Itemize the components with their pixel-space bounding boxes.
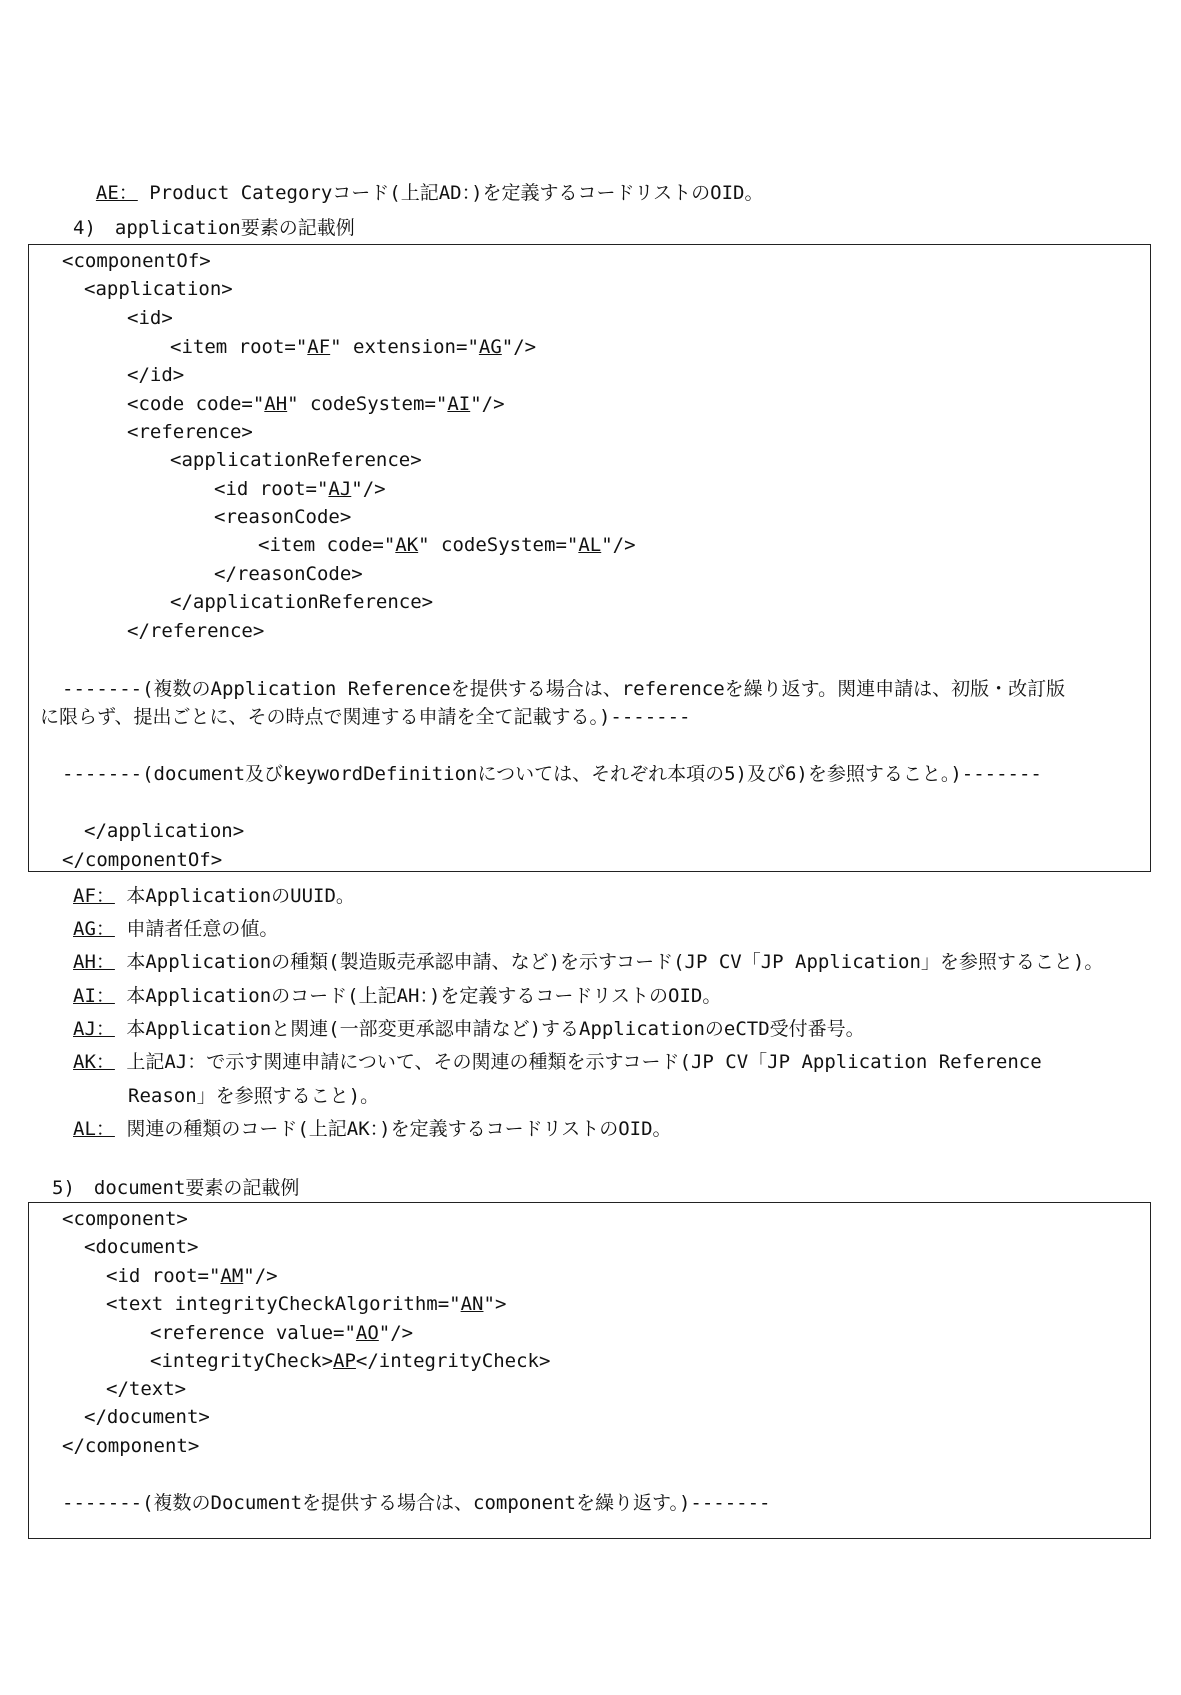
code-line: <item root="AF" extension="AG"/> [170,336,537,358]
code-line: <component> [62,1208,188,1230]
note-line: -------(複数のApplication Referenceを提供する場合は、referenceを繰り返す。関連申請は、初版・改訂版 [62,678,1066,700]
code-line: <integrityCheck>AP</integrityCheck> [150,1350,551,1372]
definition-item: AI： 本Applicationのコード(上記AH：)を定義するコードリストのOID。 [73,985,722,1007]
placeholder-ap: AP [333,1350,356,1372]
ae-key: AE： [95,182,138,204]
definition-item: AH： 本Applicationの種類(製造販売承認申請、など)を示すコード(JP CV「JP Application」を参照すること)。 [73,951,1104,973]
code-line: <item code="AK" codeSystem="AL"/> [258,534,636,556]
placeholder-ak: AK [395,534,419,556]
placeholder-af: AF [307,336,331,358]
code-line: </reasonCode> [214,563,363,585]
code-line: </component> [62,1435,200,1457]
definition-item: AK： 上記AJ：で示す関連申請について、その関連の種類を示すコード(JP CV「JP Application Reference [73,1051,1042,1073]
definition-continuation: Reason」を参照すること)。 [128,1085,380,1107]
code-line: </componentOf> [62,849,223,871]
code-line: <id root="AJ"/> [214,478,386,500]
placeholder-ag: AG [478,336,502,358]
code-line: <reference value="AO"/> [150,1322,414,1344]
code-line: <id root="AM"/> [106,1265,278,1287]
code-line: <text integrityCheckAlgorithm="AN"> [106,1293,507,1315]
code-line: </text> [106,1378,187,1400]
code-line: <reasonCode> [214,506,352,528]
code-line: </application> [84,820,245,842]
code-line: <id> [127,307,173,329]
definition-item: AJ： 本Applicationと関連(一部変更承認申請など)するApplicationのeCTD受付番号。 [73,1018,865,1040]
code-line: <componentOf> [62,250,211,272]
section5-heading: 5) document要素の記載例 [52,1177,300,1199]
definition-item: AL： 関連の種類のコード(上記AK：)を定義するコードリストのOID。 [73,1118,672,1140]
definition-item: AG： 申請者任意の値。 [73,918,279,940]
code-line: <reference> [127,421,253,443]
note-line: -------(複数のDocumentを提供する場合は、componentを繰り返す。)------- [62,1492,771,1514]
placeholder-ai: AI [447,393,471,415]
ae-text: Product Categoryコード(上記AD：)を定義するコードリストのOID。 [149,182,764,204]
code-line: <code code="AH" codeSystem="AI"/> [127,393,505,415]
code-line: <application> [84,278,233,300]
placeholder-aj: AJ [328,478,352,500]
code-line: </id> [127,364,185,386]
placeholder-al: AL [578,534,602,556]
code-line: </applicationReference> [170,591,434,613]
placeholder-am: AM [220,1265,244,1287]
code-line: <document> [84,1236,199,1258]
definition-item: AF： 本ApplicationのUUID。 [73,885,355,907]
placeholder-ah: AH [264,393,288,415]
section4-heading: 4) application要素の記載例 [73,217,355,239]
note-line: -------(document及びkeywordDefinitionについては、それぞれ本項の5)及び6)を参照すること。)------- [62,763,1042,785]
code-line: </document> [84,1406,210,1428]
ae-note [73,154,763,206]
note-line: に限らず、提出ごとに、その時点で関連する申請を全て記載する。)------- [40,706,691,728]
placeholder-ao: AO [355,1322,379,1344]
code-line: <applicationReference> [170,449,422,471]
placeholder-an: AN [460,1293,484,1315]
code-line: </reference> [127,620,265,642]
